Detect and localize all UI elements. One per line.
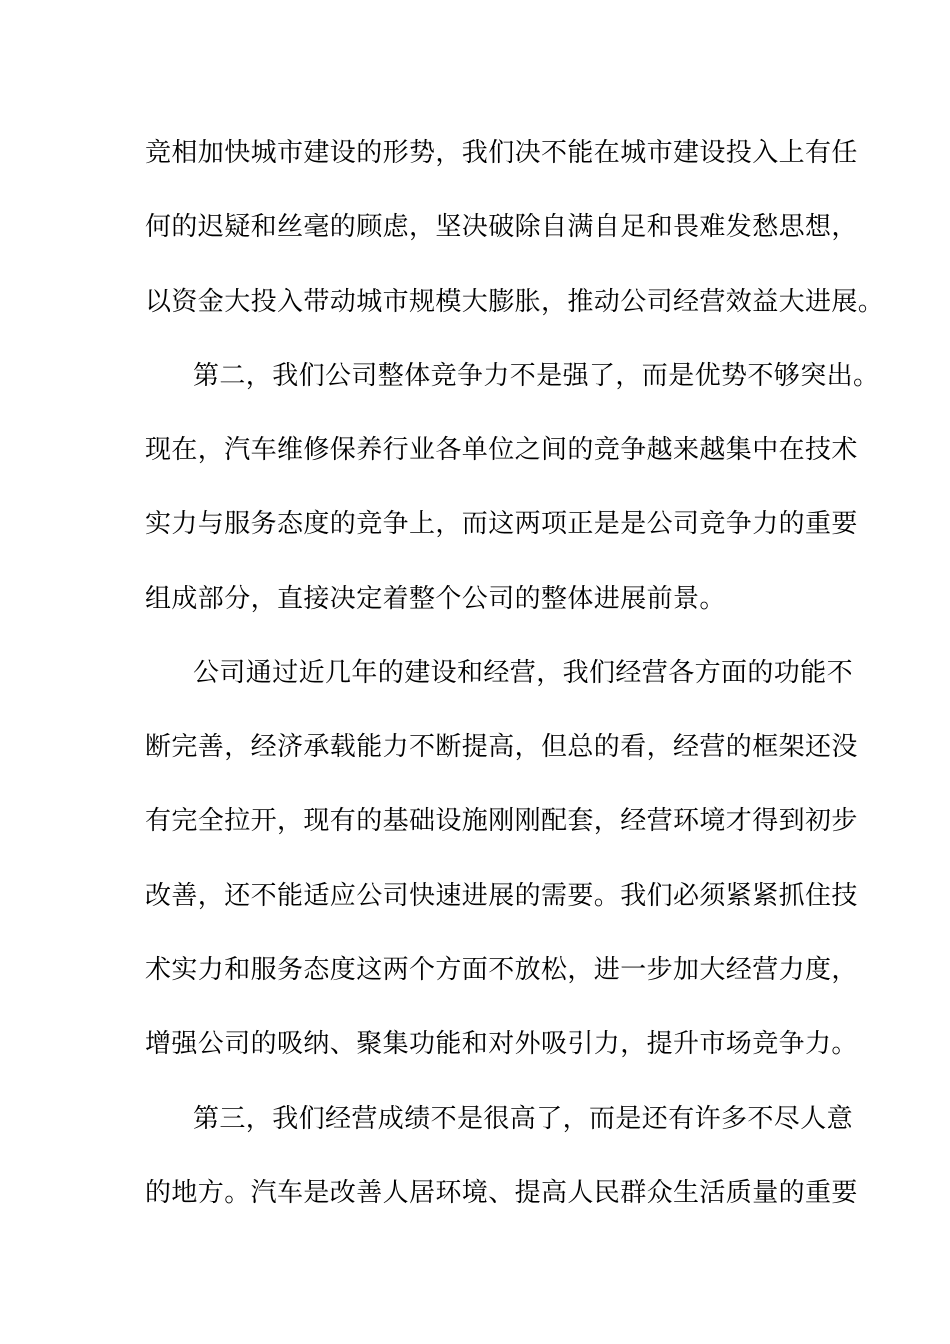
text-line: 有完全拉开，现有的基础设施刚刚配套，经营环境才得到初步 — [145, 806, 858, 836]
paragraph-first-line: 第二，我们公司整体竞争力不是强了，而是优势不够突出。 — [193, 361, 880, 391]
text-line: 改善，还不能适应公司快速进展的需要。我们必须紧紧抓住技 — [145, 881, 858, 911]
text-line: 组成部分，直接决定着整个公司的整体进展前景。 — [145, 584, 726, 614]
text-line: 竞相加快城市建设的形势，我们决不能在城市建设投入上有任 — [145, 138, 858, 168]
text-line: 现在，汽车维修保养行业各单位之间的竞争越来越集中在技术 — [145, 435, 858, 465]
paragraph-first-line: 公司通过近几年的建设和经营，我们经营各方面的功能不 — [193, 658, 854, 688]
paragraph-first-line: 第三，我们经营成绩不是很高了，而是还有许多不尽人意 — [193, 1104, 854, 1134]
text-line: 术实力和服务态度这两个方面不放松，进一步加大经营力度， — [145, 955, 858, 985]
text-line: 实力与服务态度的竞争上，而这两项正是是公司竞争力的重要 — [145, 509, 858, 539]
text-line: 的地方。汽车是改善人居环境、提高人民群众生活质量的重要 — [145, 1178, 858, 1208]
text-line: 增强公司的吸纳、聚集功能和对外吸引力，提升市场竞争力。 — [145, 1029, 858, 1059]
text-line: 断完善，经济承载能力不断提高，但总的看，经营的框架还没 — [145, 732, 858, 762]
text-line: 以资金大投入带动城市规模大膨胀，推动公司经营效益大进展。 — [145, 287, 885, 317]
text-line: 何的迟疑和丝毫的顾虑，坚决破除自满自足和畏难发愁思想， — [145, 212, 858, 242]
